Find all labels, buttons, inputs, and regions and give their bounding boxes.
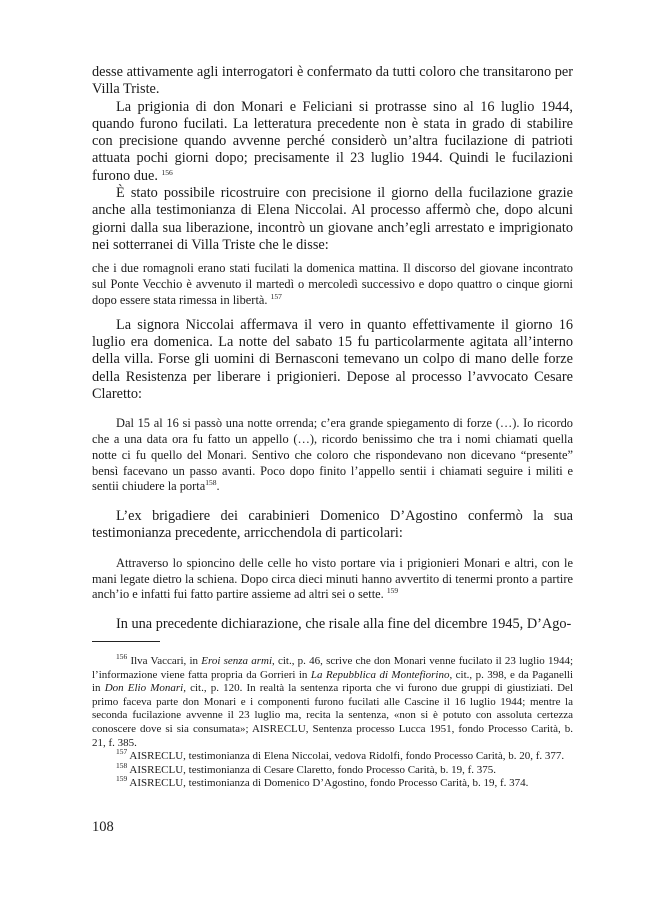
footnote-159 [92,774,573,791]
footnote-text: Ilva Vaccari, in [130,655,199,667]
footnotes [92,652,574,791]
footnote-text: AISRECLU, testimonianza di Cesare Claretto, fondo Processo Carità, b. 19, f. 375. [129,763,497,776]
quote-3 [92,556,573,603]
footnote-text: AISRECLU, testimonianza di Domenico D’Agostino, fondo Processo Carità, b. 19, f. 374. [129,777,529,790]
paragraph-4 [92,317,573,403]
footnote-ref-157[interactable]: 157 [270,291,282,301]
footnote-157 [92,747,573,764]
footnote-ref-158[interactable]: 158 [205,478,217,488]
footnote-number: 156 [116,652,128,661]
footnote-number: 159 [116,774,128,784]
footnote-text: , cit., p. 120. In realtà la sentenza riporta che vi furono due gruppi di giustiziati. Del primo faceva parte don Monari e i componenti furono fucilati alle Cascine il 16 luglio 1944; mentre la seconda fucilazione avvenne il 23 luglio ma, recita la sentenza, «non si è potuto con assoluta certezza conoscere dove si sia consumata»; AISRECLU, Sentenza processo Lucca 1951, fondo Processo Carità, b. 21, f. 385. [92,682,573,749]
paragraph-5 [92,508,573,543]
quote-1-text: che i due romagnoli erano stati fucilati la domenica mattina. Il discorso del giovane incontrato sul Ponte Vecchio è avvenuto il martedì o mercoledì successivo e dopo quattro o cinque giorni dopo essere stata rimessa in libertà. [92,261,573,307]
paragraph-2-text: La prigionia di don Monari e Feliciani si protrasse sino al 16 luglio 1944, quando furono fucilati. La letteratura precedente non è stata in grado di stabilire con precisione quando avvenne perché considerò un’altra fucilazione di patrioti attuata pochi giorni dopo; precisamente il 23 luglio 1944. Quindi le fucilazioni furono due. [92,98,573,184]
paragraph-6-text: In una precedente dichiarazione, che risale alla fine del dicembre 1945, D’Ago- [116,616,572,633]
quote-1 [92,261,573,308]
footnote-158 [92,760,573,778]
footnote-title: Eroi senza armi [201,655,273,667]
footnote-text: , cit., p. 398, e da Paganelli in [92,668,573,695]
footnote-ref-159[interactable]: 159 [386,586,399,596]
footnote-156 [92,652,574,750]
footnote-text: , cit., p. 46, scrive che don Monari venne fucilato il 23 luglio 1944; l’informazione viene fatta propria da Gorrieri in [92,655,574,681]
paragraph-2 [92,99,573,185]
footnote-title: La Repubblica di Montefiorino [310,668,450,681]
footnote-number: 158 [116,760,128,770]
paragraph-4-text: La signora Niccolai affermava il vero in quanto effettivamente il giorno 16 luglio era domenica. La notte del sabato 15 fu particolarmente agitata all’interno della villa. Forse gli uomini di Bernasconi temevano un colpo di mano delle forze della Resistenza per liberare i prigionieri. Depose al processo l’avvocato Cesare Claretto: [92,316,573,402]
paragraph-1 [92,64,573,99]
footnote-ref-156[interactable]: 156 [161,167,173,177]
quote-3-text: Attraverso lo spioncino delle celle ho visto portare via i prigionieri Monari e altri, con le mani legate dietro la schiena. Dopo circa dieci minuti hanno avvertito di tenermi pronto a partire anch’io e infatti fui fatto partire assieme ad altri sei o sette. [92,555,573,602]
footnote-divider [92,641,160,642]
quote-2: Dal 15 al 16 si passò una notte orrenda; c’era grande spiegamento di forze (…). Io ricordo che a una data ora fu fatto un appello (…), ricordo benissimo che tra i nomi chiamati quella notte ci fu quello del Monari. Sentivo che coloro che rispondevano non dicevano “presente” bensì facevano un passo avanti. Poco dopo finito l’appello sentii i chiamati seguire i militi e sentii chiudere la porta$^{158}$. [92,416,573,494]
footnote-title: Don Elio Monari [104,682,184,695]
page-number: 108 [92,819,114,835]
paragraph-5-text: L’ex brigadiere dei carabinieri Domenico D’Agostino confermò la sua testimonianza precedente, arricchendola di particolari: [92,508,573,542]
paragraph-3 [92,185,573,254]
page-body [92,64,573,633]
paragraph-3-text: È stato possibile ricostruire con precisione il giorno della fucilazione grazie anche alla testimonianza di Elena Niccolai. Al processo affermò che, dopo alcuni giorni dalla sua liberazione, incontrò un giovane anch’egli arrestato e imprigionato nei sotterranei di Villa Triste che le disse: [92,185,573,253]
paragraph-1-text: desse attivamente agli interrogatori è confermato da tutti coloro che transitarono per Villa Triste. [92,64,573,98]
quote-2-text: Dal 15 al 16 si passò una notte orrenda; c’era grande spiegamento di forze (…). Io ricordo che a una data ora fu fatto un appello (…), ricordo benissimo che tra i nomi chiamati quella notte ci fu quello del Monari. Sentivo che coloro che rispondevano non dicevano “presente” bensì facevano un passo avanti. Poco dopo finito l’appello sentii i chiamati seguire i militi e sentii chiudere la porta [92,416,573,494]
paragraph-6 [92,616,573,633]
footnote-text: AISRECLU, testimonianza di Elena Niccolai, vedova Ridolfi, fondo Processo Carità, b. 20, f. 377. [129,750,565,763]
footnote-number: 157 [116,747,128,757]
